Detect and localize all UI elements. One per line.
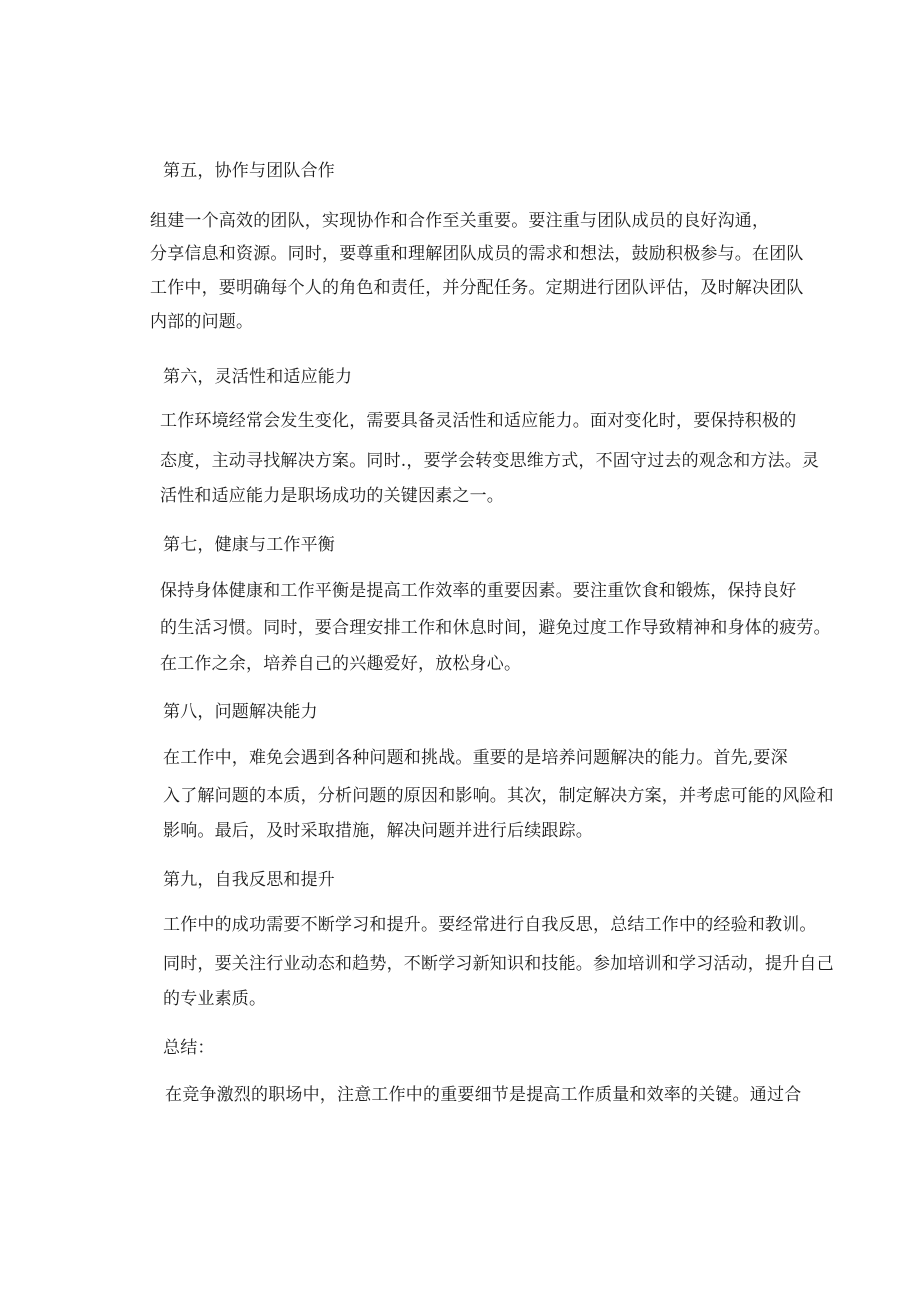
section-heading: 第六，灵活性和适应能力: [163, 367, 353, 387]
paragraph-line: 保持身体健康和工作平衡是提高工作效率的重要因素。要注重饮食和锻炼，保持良好: [160, 581, 797, 601]
section-heading: 第五，协作与团队合作: [163, 161, 335, 181]
paragraph-line: 工作中的成功需要不断学习和提升。要经常进行自我反思，总结工作中的经验和教训。: [163, 915, 817, 935]
section-heading: 第八，问题解决能力: [163, 702, 318, 722]
paragraph-line: 内部的问题。: [150, 312, 254, 332]
paragraph-line: 分享信息和资源。同时，要尊重和理解团队成员的需求和想法，鼓励积极参与。在团队: [150, 244, 804, 264]
paragraph-line: 在工作中，难免会遇到各种问题和挑战。重要的是培养问题解决的能力。首先,要深: [163, 748, 788, 768]
paragraph-line: 同时，要关注行业动态和趋势，不断学习新知识和技能。参加培训和学习活动，提升自己: [163, 954, 834, 974]
paragraph-line: 组建一个高效的团队，实现协作和合作至关重要。要注重与团队成员的良好沟通，: [150, 211, 770, 231]
paragraph-line: 活性和适应能力是职场成功的关键因素之一。: [160, 486, 504, 506]
paragraph-line: 工作中，要明确每个人的角色和责任，并分配任务。定期进行团队评估，及时解决团队: [150, 278, 804, 298]
section-heading: 第九，自我反思和提升: [163, 870, 335, 890]
paragraph-line: 的专业素质。: [163, 989, 267, 1009]
paragraph-line: 态度，主动寻找解决方案。同时.，要学会转变思维方式，不固守过去的观念和方法。灵: [160, 451, 820, 471]
summary-heading: 总结：: [163, 1038, 215, 1058]
paragraph-line: 影响。最后，及时采取措施，解决问题并进行后续跟踪。: [163, 821, 593, 841]
section-heading: 第七，健康与工作平衡: [163, 535, 335, 555]
paragraph-line: 在竞争激烈的职场中，注意工作中的重要细节是提高工作质量和效率的关键。通过合: [165, 1085, 802, 1105]
paragraph-line: 入了解问题的本质，分析问题的原因和影响。其次，制定解决方案，并考虑可能的风险和: [163, 786, 834, 806]
paragraph-line: 工作环境经常会发生变化，需要具备灵活性和适应能力。面对变化时，要保持积极的: [160, 411, 797, 431]
paragraph-line: 的生活习惯。同时，要合理安排工作和休息时间，避免过度工作导致精神和身体的疲劳。: [160, 618, 831, 638]
paragraph-line: 在工作之余，培养自己的兴趣爱好，放松身心。: [160, 654, 522, 674]
